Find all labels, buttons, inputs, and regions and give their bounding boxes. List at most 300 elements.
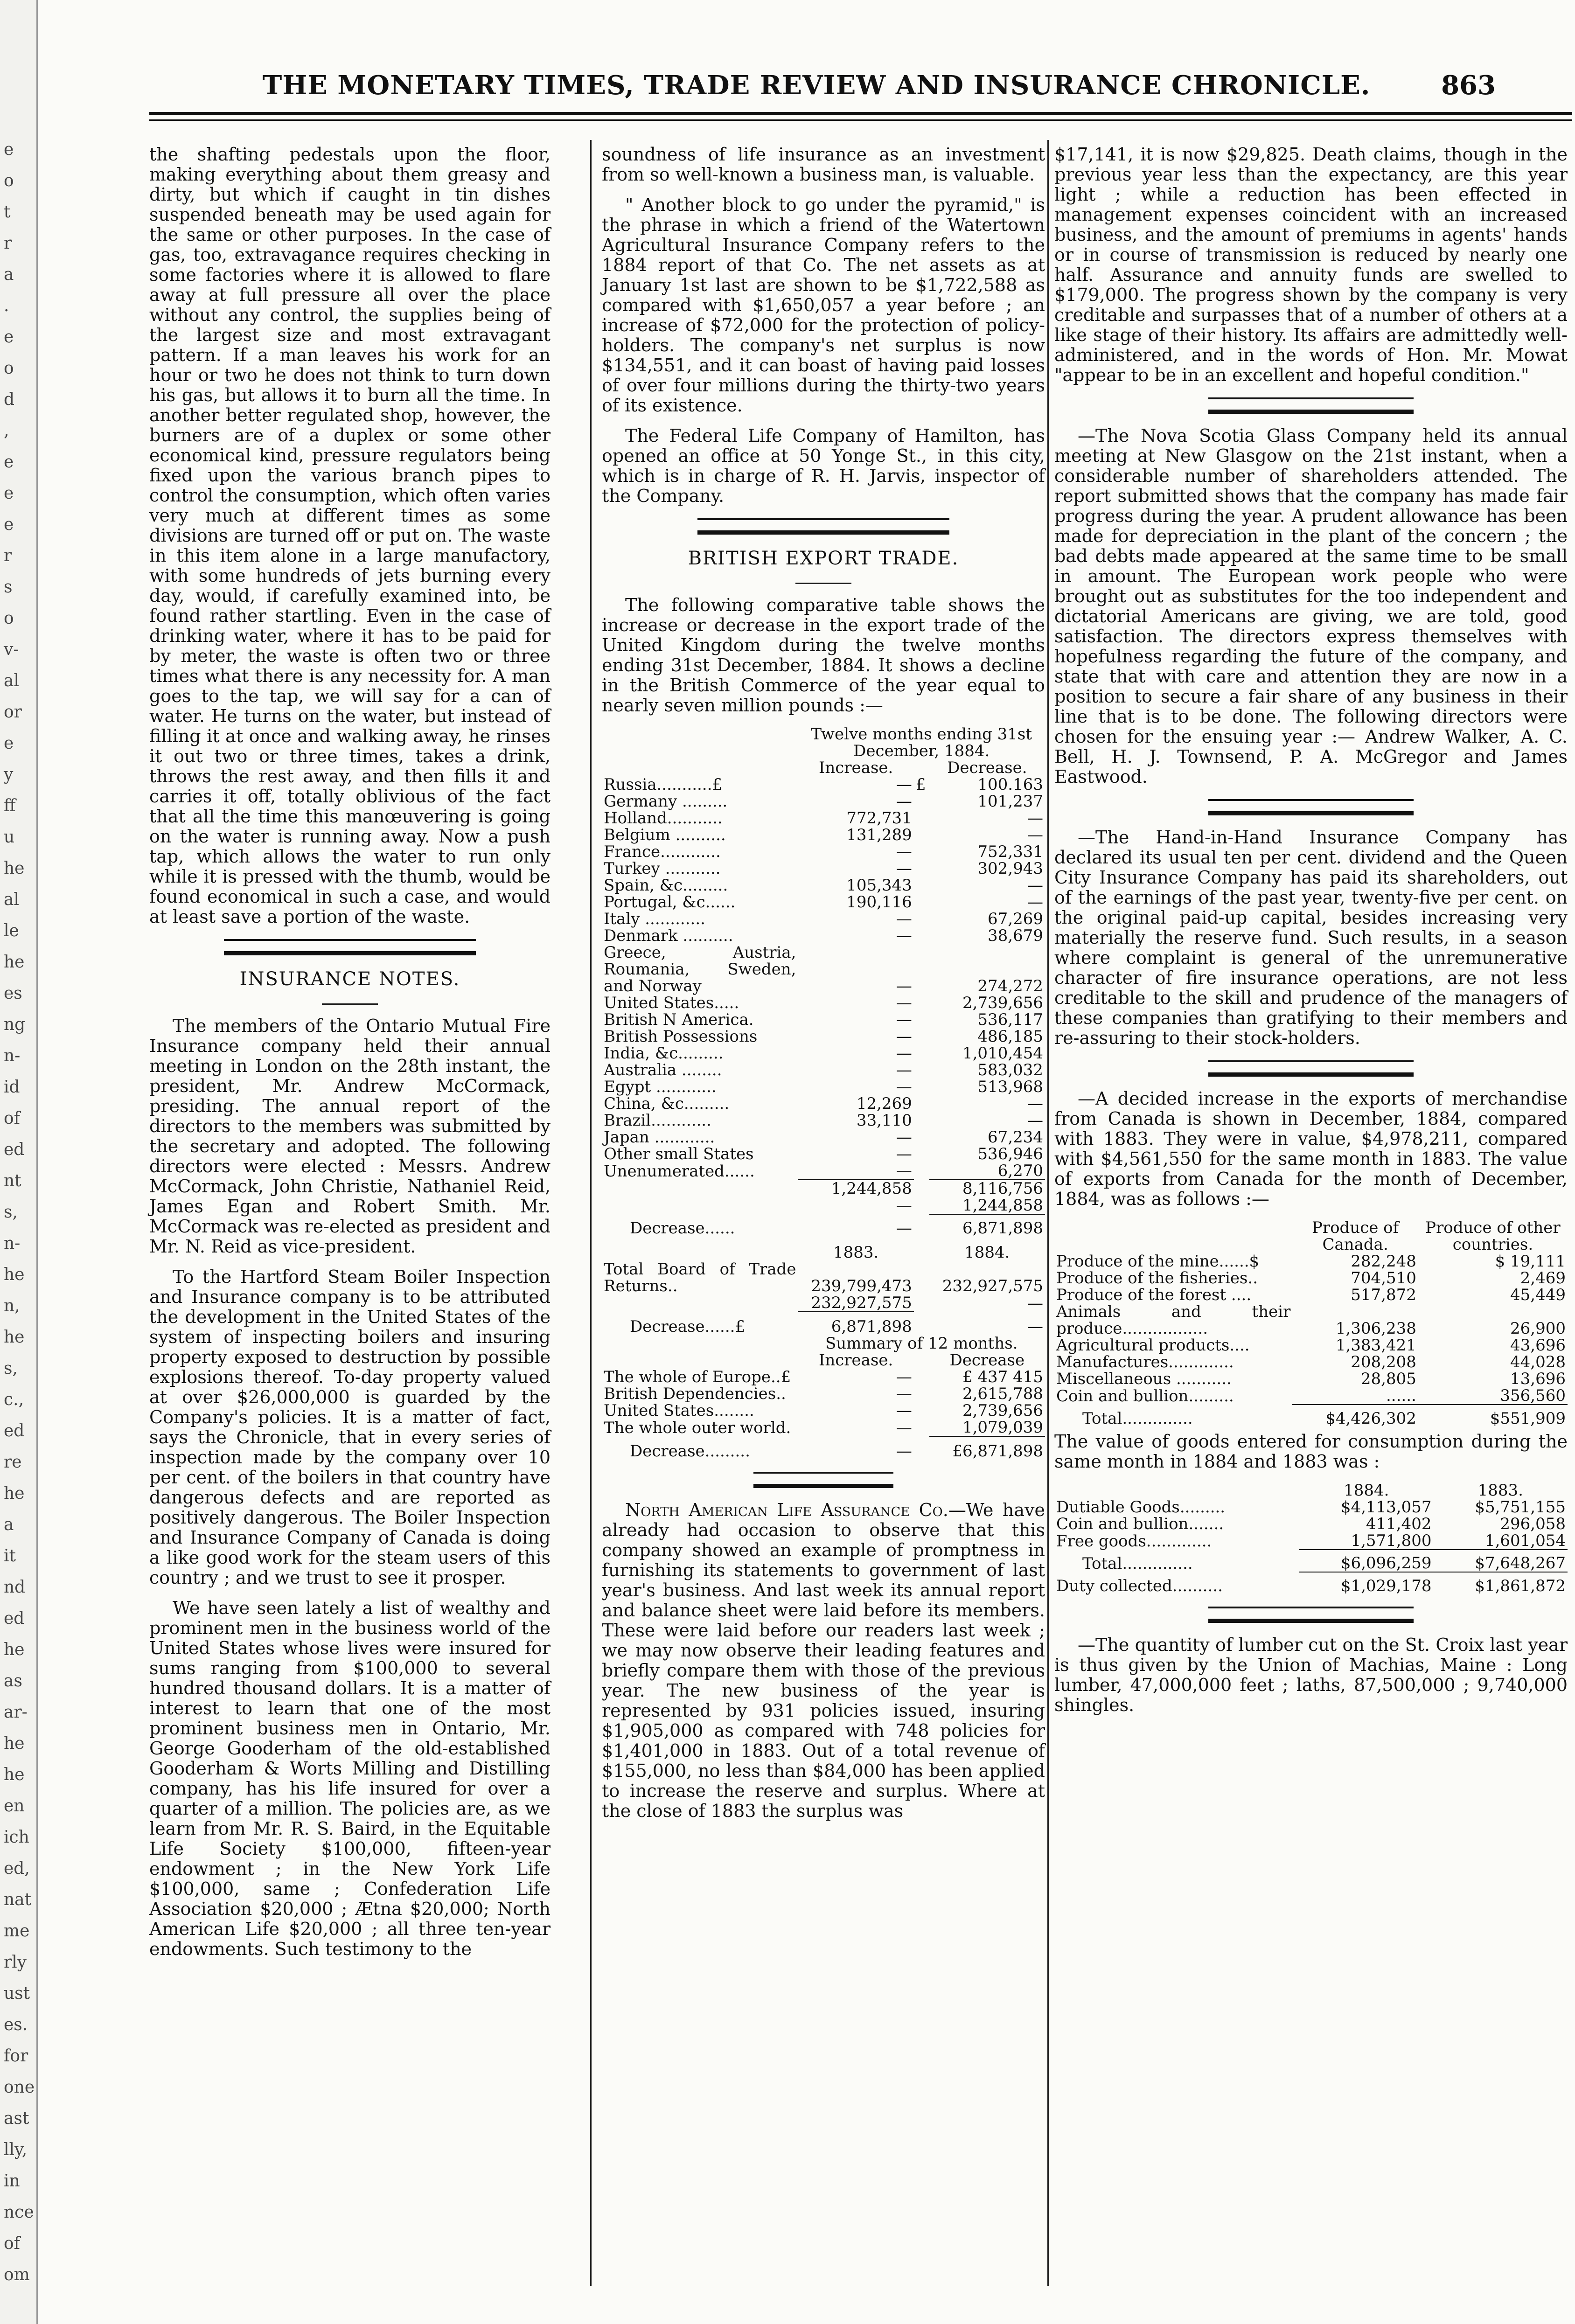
bleed-text: le (4, 921, 19, 940)
bleed-text: u (4, 828, 15, 847)
paragraph: To the Hartford Steam Boiler Inspection and Insurance company is to be attributed the development in the United States of the system of inspecting boilers and insuring property exposed to destruction by possible explosions thereof. To-day property valued at over $26,000,000 is guarded by the Company's policies. It is a matter of fact, says the Chronicle, that in every series of inspection made by the company over 10 per cent. of the boilers in that country have dangerous defects and are reported as positively dangerous. The Boiler Inspection and Insurance Company of Canada is doing a like good work for the steam users of this country ; and we trust to see it prosper. (149, 1266, 551, 1588)
currency-cell (914, 1129, 929, 1146)
increase-cell: — (896, 1078, 912, 1096)
other-cell: 2,469 (1520, 1269, 1566, 1287)
paragraph: We have seen lately a list of wealthy and prominent men in the business world of the United States whose lives were insured for sums ranging from $100,000 to several hundred thousand dollars. It is a matter of interest to learn that one of the most prominent business men in Ontario, Mr. George Gooderham of the old-established Gooderham & Worts Milling and Distilling company, has his life insured for over a quarter of a million. The policies are, as we learn from Mr. R. S. Baird, in the Equitable Life Society $100,000, fifteen-year endowment ; in the New York Life $100,000, same ; Confederation Life Association $20,000 ; Ætna $20,000; North American Life $20,000 ; all three ten-year endowments. Such testimony to the (149, 1598, 551, 1959)
region-cell: British Dependencies.. (604, 1385, 786, 1403)
total-decrease-offset: 1,244,858 (962, 1196, 1043, 1215)
bleed-text: v- (4, 640, 19, 659)
ornament-rule (224, 939, 476, 955)
bleed-text: ng (4, 1015, 26, 1034)
bleed-text: he (4, 1484, 25, 1503)
table-row (602, 877, 1045, 894)
paragraph: —A decided increase in the exports of merchandise from Canada is shown in December, 1884, compared with 1883. They were in value, $4,978,211, compared with $4,561,550 for the same month in 1883. The value of exports from Canada for the month of December, 1884, was as follows :— (1054, 1088, 1568, 1209)
table-row (602, 1028, 1045, 1045)
bleed-text: he (4, 1265, 25, 1284)
bleed-text: o (4, 171, 14, 190)
section-heading: INSURANCE NOTES. (239, 968, 460, 990)
currency-cell (914, 1112, 929, 1129)
currency-cell (914, 1045, 929, 1062)
decrease-cell: 38,679 (988, 926, 1043, 945)
year-header: 1883. (833, 1243, 879, 1262)
category-cell: Coin and bullion......... (1056, 1387, 1234, 1406)
currency-cell (914, 860, 929, 877)
country-cell: Belgium .......... (604, 826, 726, 844)
increase-cell: 190,116 (846, 893, 912, 912)
currency-cell (914, 827, 929, 843)
total-decrease: 8,116,756 (929, 1180, 1045, 1197)
bleed-text: as (4, 1671, 22, 1691)
increase-cell: — (896, 1162, 912, 1180)
ornament-rule (697, 518, 949, 535)
category-cell: Free goods............. (1056, 1532, 1212, 1551)
table-row (602, 1095, 1045, 1112)
paragraph: $17,141, it is now $29,825. Death claims, though in the previous year less than the expectancy, are this year light ; while a reduction has been effected in management expenses coincident with an increased business, and the amount of premiums in agents' hands or in course of transmission is reduced by nearly one half. Assurance and annuity funds are swelled to $179,000. The progress shown by the company is very creditable and surpasses that of a number of others at a like stage of their history. Its affairs are admittedly well-administered, and in the words of Hon. Mr. Mowat "appear to be in an excellent and hopeful condition." (1054, 144, 1568, 385)
export-trade-table: Twelve months ending 31st December, 1884. Increase. Decrease. Russia...........£ — £ 100.163 Germany ......... — 101,237 Holland........... 772,731 — Belgium .......... 131,289 — France............ — 752,331 Turkey ........... — 302,943 Spain, &c......... 105,343 — Portugal, &c...... 190,116 — Italy ............ — 67,269 Denmark .......... — 38,679 Greece, Austria, Roumania, Sweden, and Norway — 274,272 United States..... — 2,739,656 British N America. — 536,117 British Possessions — 486,185 India, &c......... — 1,010,454 Australia ........ — 583,032 Egypt ............ — 513,968 China, &c......... 12,269 — Brazil............ 33,110 — Japan ............ — 67,234 Other small States — 536,946 Unenumerated...... — 6,270 1,244,858 8,116,756 — 1,244,858 Decrease...... — 6,871,898 1883. 1884. Total Board of Trade Returns.. 239,799,473 232,927,575 232,927,575 — Decrease......£ 6,871,898 — Summary of 12 months. Increase. Decrease The whole of Europe..£ — £ 437 415 British Dependencies.. — 2,615,788 United States........ — 2,739,656 The whole outer world. — 1,079,039 Decrease......... — £6,871,898 (602, 726, 1045, 1460)
divider (795, 583, 851, 584)
currency-cell (914, 810, 929, 827)
summary-caption: Summary of 12 months. (825, 1334, 1018, 1353)
increase-cell: — (896, 842, 912, 861)
total-1883: $7,648,267 (1434, 1550, 1568, 1572)
section-heading: BRITISH EXPORT TRADE. (688, 548, 959, 569)
column-header: Decrease (949, 1351, 1025, 1370)
bleed-text: e (4, 327, 14, 347)
increase-cell: 772,731 (846, 809, 912, 828)
decrease-label: Decrease......£ (630, 1317, 746, 1336)
table-row (602, 1146, 1045, 1162)
increase-cell: — (896, 775, 912, 794)
bleed-text: nat (4, 1890, 32, 1909)
decrease-cell: 1,010,454 (962, 1044, 1043, 1063)
decrease-cell: 513,968 (977, 1078, 1043, 1096)
table-row (1054, 1287, 1568, 1303)
summary-total-label: Decrease......... (630, 1442, 750, 1461)
bleed-text: of (4, 1109, 20, 1128)
decrease-cell: 274,272 (977, 977, 1043, 995)
bleed-text: e (4, 140, 14, 159)
other-cell: $ 19,111 (1495, 1252, 1566, 1271)
bleed-text: he (4, 859, 25, 878)
bleed-text: he (4, 953, 25, 972)
decrease-value: 6,871,898 (798, 1312, 913, 1335)
page-title: THE MONETARY TIMES, TRADE REVIEW AND INSURANCE CHRONICLE. (262, 70, 1371, 101)
board-1884: 232,927,575 (942, 1277, 1043, 1295)
bleed-text: a (4, 265, 14, 284)
currency-cell (914, 843, 929, 860)
increase-cell: — (896, 1145, 912, 1163)
consumption-table (1054, 1482, 1568, 1594)
decrease-cell: 67,234 (988, 1128, 1043, 1147)
bleed-text: en (4, 1796, 25, 1816)
country-cell: Germany ......... (604, 792, 728, 811)
column-3 (1054, 145, 1568, 1726)
ornament-rule (1208, 799, 1414, 815)
paragraph: —The Hand-in-Hand Insurance Company has declared its usual ten per cent. dividend and the Queen City Insurance Company has paid its shareholders, out of the earnings of the past year, twenty-five per cent. on the original paid-up capital, besides increasing very materially the reserve fund. Such results, in a season where complaint is general of the unremunerative character of fire insurance operations, are not less creditable to the skill and prudence of the managers of these companies than gratifying to their members and re-assuring to their stock-holders. (1054, 827, 1568, 1048)
decrease-cell: 536,946 (977, 1145, 1043, 1163)
paragraph: —The Nova Scotia Glass Company held its annual meeting at New Glasgow on the 21st instant, when a considerable number of shareholders attended. The report submitted shows that the company has made fair progress during the year. A prudent allowance has been made for depreciation in the plant of the concern ; the bad debts made appeared at the same time to be small in amount. The European work people who were brought out as substitutes for the too independent and dictatorial Americans are giving, we are told, good satisfaction. The directors express themselves with hopefulness regarding the future of the company, and state that with care and attention they are now in a position to secure a fair share of any business in their line that is to be done. The following directors were chosen for the ensuing year :— Andrew Walker, A. C. Bell, H. J. Townsend, P. A. McGregor and James Eastwood. (1054, 425, 1568, 787)
bleed-text: a (4, 1515, 14, 1534)
country-cell: British N America. (604, 1010, 754, 1029)
increase-cell: — (896, 994, 912, 1012)
duty-label: Duty collected.......... (1056, 1577, 1223, 1595)
bleed-text: . (4, 296, 9, 315)
left-page-margin (0, 0, 38, 2324)
bleed-text: ed, (4, 1859, 30, 1878)
country-cell: Egypt ............ (604, 1078, 717, 1096)
category-cell: Dutiable Goods......... (1056, 1498, 1226, 1517)
bleed-text: e (4, 515, 14, 534)
currency-cell (914, 944, 929, 995)
value-1884-cell: 1,571,800 (1351, 1531, 1432, 1550)
increase-cell: — (896, 1128, 912, 1147)
increase-cell: 12,269 (856, 1094, 912, 1113)
total-increase: 1,244,858 (798, 1180, 913, 1197)
bleed-text: n- (4, 1046, 21, 1065)
bleed-text: om (4, 2265, 30, 2284)
table-row (602, 776, 1045, 793)
column-1 (149, 145, 551, 1969)
total-label: Total.............. (1082, 1554, 1193, 1573)
bleed-text: ich (4, 1828, 29, 1847)
other-cell: 44,028 (1510, 1353, 1566, 1371)
table-row (602, 1402, 1045, 1419)
decrease-cell: 2,739,656 (962, 1401, 1043, 1420)
currency-cell (914, 1011, 929, 1028)
value-1884-cell: 411,402 (1366, 1515, 1432, 1533)
column-separator (1047, 140, 1049, 2286)
increase-cell: — (896, 1044, 912, 1063)
bleed-text: e (4, 484, 14, 503)
currency-cell (914, 995, 929, 1011)
category-cell: Manufactures............. (1056, 1353, 1234, 1371)
currency-cell (914, 1162, 929, 1180)
bleed-text: me (4, 1921, 30, 1941)
increase-cell: — (896, 1385, 912, 1403)
table-row (1054, 1253, 1568, 1270)
bleed-text: c., (4, 1390, 24, 1409)
total-canada: $4,426,302 (1292, 1405, 1418, 1427)
decrease-cell: 302,943 (977, 859, 1043, 878)
bleed-text: al (4, 890, 19, 909)
table-row (602, 1062, 1045, 1079)
bleed-text: es (4, 984, 22, 1003)
bleed-text: ar- (4, 1703, 28, 1722)
currency-cell (914, 1062, 929, 1079)
paragraph: —We have already had occasion to observe that this company showed an example of promptness in furnishing its statements to government of last year's business. And last week its annual report and balance sheet were laid before its members. These were laid before our readers last week ; we may now observe their leading features and briefly compare them with those of the previous year. The new business of the year is represented by 931 policies issued, insuring $1,905,000 as compared with 748 policies for $1,401,000 in 1883. Out of a total revenue of $155,000, no less than $84,000 has been applied to increase the reserve and surplus. Where at the close of 1883 the surplus was (602, 1500, 1045, 1821)
decrease-value: 6,871,898 (929, 1214, 1045, 1237)
board-1883b: 232,927,575 (811, 1294, 912, 1312)
currency-cell (914, 894, 929, 911)
bleed-text: r (4, 234, 12, 253)
decrease-cell: 1,079,039 (962, 1418, 1043, 1437)
increase-cell: — (896, 792, 912, 811)
header-rule (149, 112, 1572, 115)
other-cell: 13,696 (1510, 1370, 1566, 1388)
board-label: Total Board of Trade Returns.. (604, 1260, 796, 1295)
currency-cell (914, 1028, 929, 1045)
table-row (1054, 1303, 1568, 1337)
currency-cell (914, 927, 929, 944)
table-row (1054, 1270, 1568, 1287)
currency-cell: £ (915, 775, 926, 794)
bleed-text: s (4, 578, 13, 597)
country-cell: India, &c......... (604, 1044, 724, 1063)
increase-cell: — (896, 1419, 912, 1437)
total-1884: $6,096,259 (1299, 1550, 1433, 1572)
decrease-cell: 583,032 (977, 1061, 1043, 1079)
country-cell: Australia ........ (604, 1061, 722, 1079)
table-row (602, 1112, 1045, 1129)
canada-cell: ...... (1386, 1386, 1416, 1405)
country-cell: United States..... (604, 994, 739, 1012)
country-cell: British Possessions (604, 1027, 758, 1046)
column-header: Increase. (818, 758, 893, 777)
decrease-cell: 2,615,788 (962, 1385, 1043, 1403)
page-number: 863 (1441, 70, 1496, 101)
table-row (602, 810, 1045, 827)
decrease-cell: — (1027, 826, 1043, 844)
category-cell: Produce of the forest .... (1056, 1286, 1252, 1304)
other-cell: 26,900 (1510, 1319, 1566, 1338)
paragraph: —The quantity of lumber cut on the St. Croix last year is thus given by the Union of Machias, Maine : Long lumber, 47,000,000 feet ; laths, 87,500,000 ; 9,740,000 shingles. (1054, 1635, 1568, 1715)
bleed-text: ff (4, 796, 16, 815)
bleed-text: nt (4, 1171, 21, 1190)
country-cell: Japan ............ (604, 1128, 715, 1147)
bleed-text: it (4, 1546, 16, 1566)
table-row (1054, 1337, 1568, 1354)
column-separator (590, 140, 592, 2286)
region-cell: United States........ (604, 1401, 754, 1420)
increase-cell: 105,343 (846, 876, 912, 895)
canada-exports-table (1054, 1219, 1568, 1427)
country-cell: Russia...........£ (604, 775, 723, 794)
value-1883-cell: 1,601,054 (1484, 1531, 1566, 1550)
country-cell: France............ (604, 842, 721, 861)
duty-1884: $1,029,178 (1299, 1572, 1433, 1594)
canada-cell: 1,383,421 (1335, 1336, 1416, 1355)
ornament-rule (1208, 1060, 1414, 1077)
paragraph-lead: North American Life Assurance Co. (625, 1500, 948, 1520)
decrease-cell: — (1027, 893, 1043, 912)
bleed-text: ast (4, 2109, 29, 2128)
table-row (602, 1369, 1045, 1385)
bleed-text: s, (4, 1359, 18, 1378)
table-row (602, 911, 1045, 927)
table-row (602, 793, 1045, 810)
year-header: 1884. (1344, 1481, 1389, 1500)
country-cell: Other small States (604, 1145, 754, 1163)
bleed-text: r (4, 546, 12, 565)
bleed-text: al (4, 671, 19, 690)
increase-cell: 131,289 (846, 826, 912, 844)
table-row (602, 894, 1045, 911)
bleed-text: he (4, 1765, 25, 1784)
value-1883-cell: $5,751,155 (1475, 1498, 1566, 1517)
currency-cell (914, 1095, 929, 1112)
decrease-cell: 752,331 (977, 842, 1043, 861)
paragraph: soundness of life insurance as an investment from so well-known a business man, is valuable. (602, 144, 1045, 185)
ornament-rule (1208, 397, 1414, 414)
category-cell: Agricultural products.... (1056, 1336, 1250, 1355)
bleed-text: he (4, 1734, 25, 1753)
bleed-text: n, (4, 1296, 20, 1315)
paragraph: The following comparative table shows the increase or decrease in the export trade of the United Kingdom during the twelve months ending 31st December, 1884. It shows a decline in the British Commerce of the year equal to nearly seven million pounds :— (602, 595, 1045, 716)
other-cell: 43,696 (1510, 1336, 1566, 1355)
bleed-text: re (4, 1453, 22, 1472)
bleed-text: one (4, 2078, 35, 2097)
decrease-cell: 100.163 (977, 775, 1043, 794)
table-row (1054, 1354, 1568, 1371)
increase-cell: — (896, 1027, 912, 1046)
column-header: Produce of other countries. (1425, 1218, 1561, 1254)
bleed-text: nd (4, 1578, 26, 1597)
table-row (602, 860, 1045, 877)
table-caption: Twelve months ending 31st December, 1884. (811, 725, 1032, 760)
paragraph: " Another block to go under the pyramid," is the phrase in which a friend of the Watertown Agricultural Insurance Company refers to the 1884 report of that Co. The net assets as at January 1st last are shown to be $1,722,588 as compared with $1,650,057 a year before ; an increase of $72,000 for the protection of policy-holders. The company's net surplus is now $134,551, and it can boast of having paid losses of over four millions during the thirty-two years of its existence. (602, 195, 1045, 416)
other-cell: 356,560 (1500, 1386, 1566, 1405)
year-header: 1884. (964, 1243, 1010, 1262)
country-cell: Portugal, &c...... (604, 893, 736, 912)
bleed-text: ed (4, 1421, 25, 1440)
column-2 (602, 145, 1045, 1831)
table-row (602, 1045, 1045, 1062)
country-cell: Turkey ........... (604, 859, 721, 878)
bleed-text: rly (4, 1953, 27, 1972)
category-cell: Coin and bullion....... (1056, 1515, 1224, 1533)
bleed-text: of (4, 2234, 20, 2253)
increase-cell: — (896, 1368, 912, 1386)
country-cell: Denmark .......... (604, 926, 733, 945)
country-cell: China, &c......... (604, 1094, 730, 1113)
bleed-text: he (4, 1640, 25, 1659)
currency-cell (914, 1079, 929, 1095)
table-row (602, 995, 1045, 1011)
increase-cell: 33,110 (856, 1111, 912, 1130)
table-row (602, 1385, 1045, 1402)
column-header: Increase. (818, 1351, 893, 1370)
country-cell: Brazil............ (604, 1111, 711, 1130)
bleed-text: o (4, 609, 14, 628)
bleed-text: s, (4, 1203, 18, 1222)
table-row (602, 944, 1045, 995)
table-row (602, 927, 1045, 944)
bleed-text: he (4, 1328, 25, 1347)
canada-cell: 1,306,238 (1335, 1319, 1416, 1338)
bleed-text: o (4, 359, 14, 378)
increase-cell: — (896, 1401, 912, 1420)
table-row (602, 1079, 1045, 1095)
category-cell: Produce of the mine......$ (1056, 1252, 1260, 1271)
region-cell: The whole outer world. (604, 1419, 791, 1437)
canada-cell: 704,510 (1351, 1269, 1416, 1287)
value-1884-cell: $4,113,057 (1340, 1498, 1432, 1517)
decrease-cell: 67,269 (988, 910, 1043, 928)
bleed-text: , (4, 421, 9, 440)
paragraph: The Federal Life Company of Hamilton, has opened an office at 50 Yonge St., in this city, which is in charge of R. H. Jarvis, inspector of the Company. (602, 425, 1045, 506)
canada-cell: 282,248 (1351, 1252, 1416, 1271)
increase-cell: — (896, 859, 912, 878)
canada-cell: 517,872 (1351, 1286, 1416, 1304)
currency-cell (914, 911, 929, 927)
board-1883: 239,799,473 (811, 1277, 912, 1295)
country-cell: Unenumerated...... (604, 1162, 755, 1181)
table-row (1054, 1387, 1568, 1405)
increase-cell: — (896, 926, 912, 945)
column-header: Decrease. (947, 758, 1027, 777)
country-cell: Holland........... (604, 809, 723, 828)
decrease-label: Decrease...... (630, 1219, 735, 1238)
bleed-text: n- (4, 1234, 21, 1253)
bleed-text: for (4, 2046, 28, 2066)
bleed-text: id (4, 1078, 20, 1097)
header-rule-thin (149, 119, 1572, 121)
canada-cell: 208,208 (1351, 1353, 1416, 1371)
decrease-cell: — (1027, 1111, 1043, 1130)
increase-cell: — (896, 1010, 912, 1029)
bleed-text: lly, (4, 2140, 28, 2159)
category-cell: Produce of the fisheries.. (1056, 1269, 1258, 1287)
category-cell: Miscellaneous ........... (1056, 1370, 1232, 1388)
bleed-text: in (4, 2171, 20, 2191)
total-label: Total.............. (1082, 1409, 1193, 1428)
value-1883-cell: 296,058 (1500, 1515, 1566, 1533)
bleed-text: t (4, 202, 11, 222)
currency-cell (914, 877, 929, 894)
paragraph: The value of goods entered for consumption during the same month in 1884 and 1883 was : (1054, 1431, 1568, 1472)
increase-cell: — (896, 910, 912, 928)
bleed-text: d (4, 390, 15, 409)
decrease-cell: — (1027, 876, 1043, 895)
column-header: Produce of Canada. (1311, 1218, 1399, 1254)
currency-cell (914, 793, 929, 810)
table-row (602, 1419, 1045, 1436)
decrease-cell: £ 437 415 (962, 1368, 1043, 1386)
table-row (602, 1011, 1045, 1028)
country-cell: Italy ............ (604, 910, 705, 928)
table-row (602, 1162, 1045, 1180)
bleed-text: e (4, 452, 14, 472)
ornament-rule (1208, 1607, 1414, 1623)
currency-cell (914, 1146, 929, 1162)
decrease-cell: 6,270 (997, 1162, 1043, 1180)
country-cell: Spain, &c......... (604, 876, 728, 895)
ornament-rule (753, 1472, 893, 1488)
decrease-cell: 486,185 (977, 1027, 1043, 1046)
paragraph: The members of the Ontario Mutual Fire Insurance company held their annual meeting in London on the 28th instant, the president, Mr. Andrew McCormack, presiding. The annual report of the directors to the members was submitted by the secretary and adopted. The following directors were elected : Messrs. Andrew McCormack, John Christie, Nathaniel Reid, James Egan and Robert Smith. Mr. McCormack was re-elected as president and Mr. N. Reid as vice-president. (149, 1016, 551, 1257)
table-row (1054, 1371, 1568, 1387)
increase-cell: — (896, 1061, 912, 1079)
decrease-cell: — (1027, 809, 1043, 828)
paragraph: the shafting pedestals upon the floor, making everything about them greasy and dirty, but which if caught in tin dishes suspended beneath may be used again for the same or other purposes. In the case of gas, too, extravagance requires checking in some factories where it is allowed to flare away at full pressure all over the place without any control, the supplies being of the largest size and most extravagant pattern. If a man leaves his work for an hour or two he does not think to turn down his gas, but allows it to burn all the time. In another better regulated shop, however, the burners are of a duplex or some other economical kind, pressure regulators being fixed upon the various branch pipes to control the consumption, which often varies very much at different times as some divisions are turned off or put on. The waste in this item alone in a large manufactory, with some hundreds of jets burning every day, would, if carefully examined into, be found rather startling. Even in the case of drinking water, where it has to be paid for by meter, the waste is often two or three times what there is any necessity for. A man goes to the tap, we will say for a can of water. He turns on the water, but instead of filling it at once and walking away, he rinses it out two or three times, takes a drink, throws the rest away, and then fills it and carries it off, totally oblivious of the fact that all the time this manœuvering is going on the water is running away. Now a push tap, which allows the water to run only while it is pressed with the thumb, would be found economical in such a case, and would at least save a portion of the waste. (149, 144, 551, 927)
table-row (1054, 1516, 1568, 1532)
bleed-text: y (4, 765, 14, 784)
bleed-text: ust (4, 1984, 30, 2003)
bleed-text: ed (4, 1609, 25, 1628)
region-cell: The whole of Europe..£ (604, 1368, 791, 1386)
canada-cell: 28,805 (1360, 1370, 1416, 1388)
decrease-cell: 536,117 (977, 1010, 1043, 1029)
bleed-text: ed (4, 1140, 25, 1159)
total-other: $551,909 (1418, 1405, 1568, 1427)
category-cell: Animals and their produce................. (1056, 1302, 1291, 1338)
summary-total-value: £6,871,898 (929, 1436, 1045, 1460)
year-header: 1883. (1477, 1481, 1523, 1500)
table-row (602, 843, 1045, 860)
table-row (1054, 1532, 1568, 1550)
bleed-text: es. (4, 2015, 28, 2034)
decrease-cell: 101,237 (977, 792, 1043, 811)
